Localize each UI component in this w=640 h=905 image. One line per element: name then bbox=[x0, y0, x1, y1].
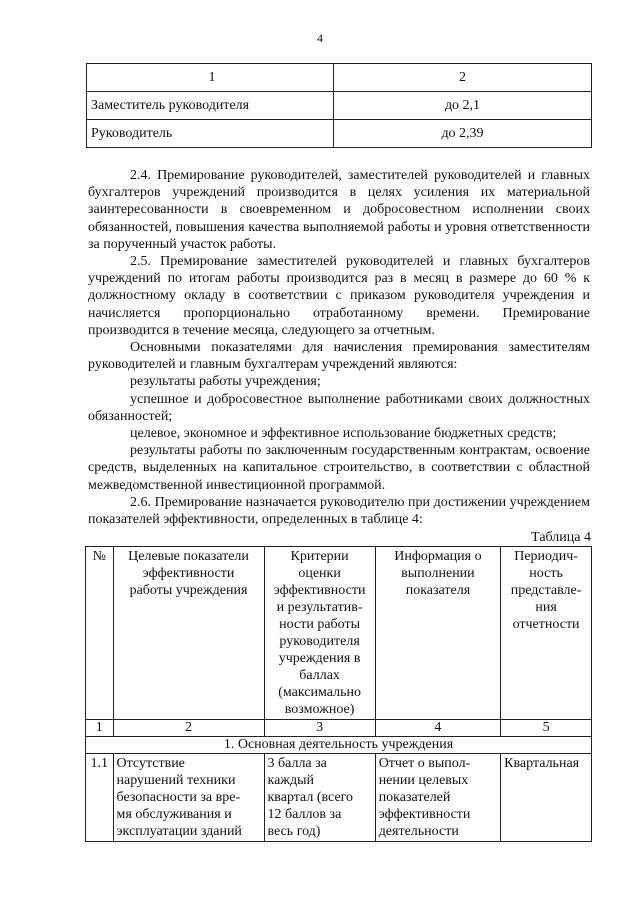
info-cell: Отчет о выпол- нении целевых показателей эффективности деятельности bbox=[375, 754, 500, 842]
salary-coefficient-table bbox=[86, 63, 592, 148]
column-number: 2 bbox=[113, 720, 264, 737]
list-item: успешное и добросовестное выполнение работниками своих должностных обязанностей; bbox=[88, 391, 590, 424]
efficiency-indicators-table bbox=[85, 546, 592, 842]
paragraph-2-4: 2.4. Премирование руководителей, заместителей руководителей и главных бухгалтеров учреждений производится в целях усиления их материальной заинтересованности в своевременном и добросовестном исполнении своих обязанностей, повышения качества выполняемой работы и уровня ответственности за порученный участок работы. bbox=[88, 168, 590, 252]
criteria-cell: 3 балла за каждый квартал (всего 12 баллов за весь год) bbox=[264, 754, 375, 842]
indicators-intro: Основными показателями для начисления премирования заместителям руководителей и главным бухгалтерам учреждений являются: bbox=[88, 340, 590, 373]
paragraph-2-6: 2.6. Премирование назначается руководителю при достижении учреждением показателей эффективности, определенных в таблице 4: bbox=[88, 494, 590, 528]
column-number: 3 bbox=[264, 720, 375, 737]
header-periodicity: Периодич- ность представле- ния отчетности bbox=[501, 547, 592, 720]
table-row bbox=[87, 92, 592, 120]
list-item: результаты работы учреждения; bbox=[130, 374, 321, 390]
coefficient-cell: до 2,39 bbox=[334, 120, 592, 148]
position-cell: Руководитель bbox=[87, 120, 334, 148]
header-indicators: Целевые показатели эффективности работы учреждения bbox=[113, 547, 264, 720]
column-number: 5 bbox=[501, 720, 592, 737]
table-header-row bbox=[87, 64, 592, 92]
column-number: 1 bbox=[86, 720, 114, 737]
row-number: 1.1 bbox=[86, 754, 114, 842]
section-row bbox=[86, 737, 592, 754]
indicator-cell: Отсутствие нарушений техники безопасности за вре- мя обслуживания и эксплуатации зданий bbox=[113, 754, 264, 842]
table-row bbox=[86, 754, 592, 842]
header-criteria: Критерии оценки эффективности и результатив- ности работы руководителя учреждения в баллах (максимально возможное) bbox=[264, 547, 375, 720]
header-number: № bbox=[86, 547, 114, 720]
table-header-row bbox=[86, 547, 592, 720]
column-number: 4 bbox=[375, 720, 500, 737]
page-number: 4 bbox=[317, 31, 323, 45]
table-caption: Таблица 4 bbox=[531, 530, 591, 545]
periodicity-cell: Квартальная bbox=[501, 754, 592, 842]
header-info: Информация о выполнении показателя bbox=[375, 547, 500, 720]
table-header-cell: 1 bbox=[87, 64, 334, 92]
list-item: целевое, экономное и эффективное использование бюджетных средств; bbox=[130, 426, 557, 442]
body-text bbox=[88, 167, 590, 528]
list-item: результаты работы по заключенным государственным контрактам, освоение средств, выделенных на капитальное строительство, в соответствии с областной межведомственной инвестиционной программой. bbox=[88, 443, 590, 493]
paragraph-2-5: 2.5. Премирование заместителей руководителей и главных бухгалтеров учреждений по итогам работы производится раз в месяц в размере до 60 % к должностному окладу в соответствии с приказом руководителя учреждения и начисляется пропорционально отработанному времени. Премирование производится в течение месяца, следующего за отчетным. bbox=[88, 254, 590, 338]
table-header-cell: 2 bbox=[334, 64, 592, 92]
coefficient-cell: до 2,1 bbox=[334, 92, 592, 120]
table-row bbox=[87, 120, 592, 148]
position-cell: Заместитель руководителя bbox=[87, 92, 334, 120]
section-title: 1. Основная деятельность учреждения bbox=[86, 737, 592, 754]
column-number-row bbox=[86, 720, 592, 737]
